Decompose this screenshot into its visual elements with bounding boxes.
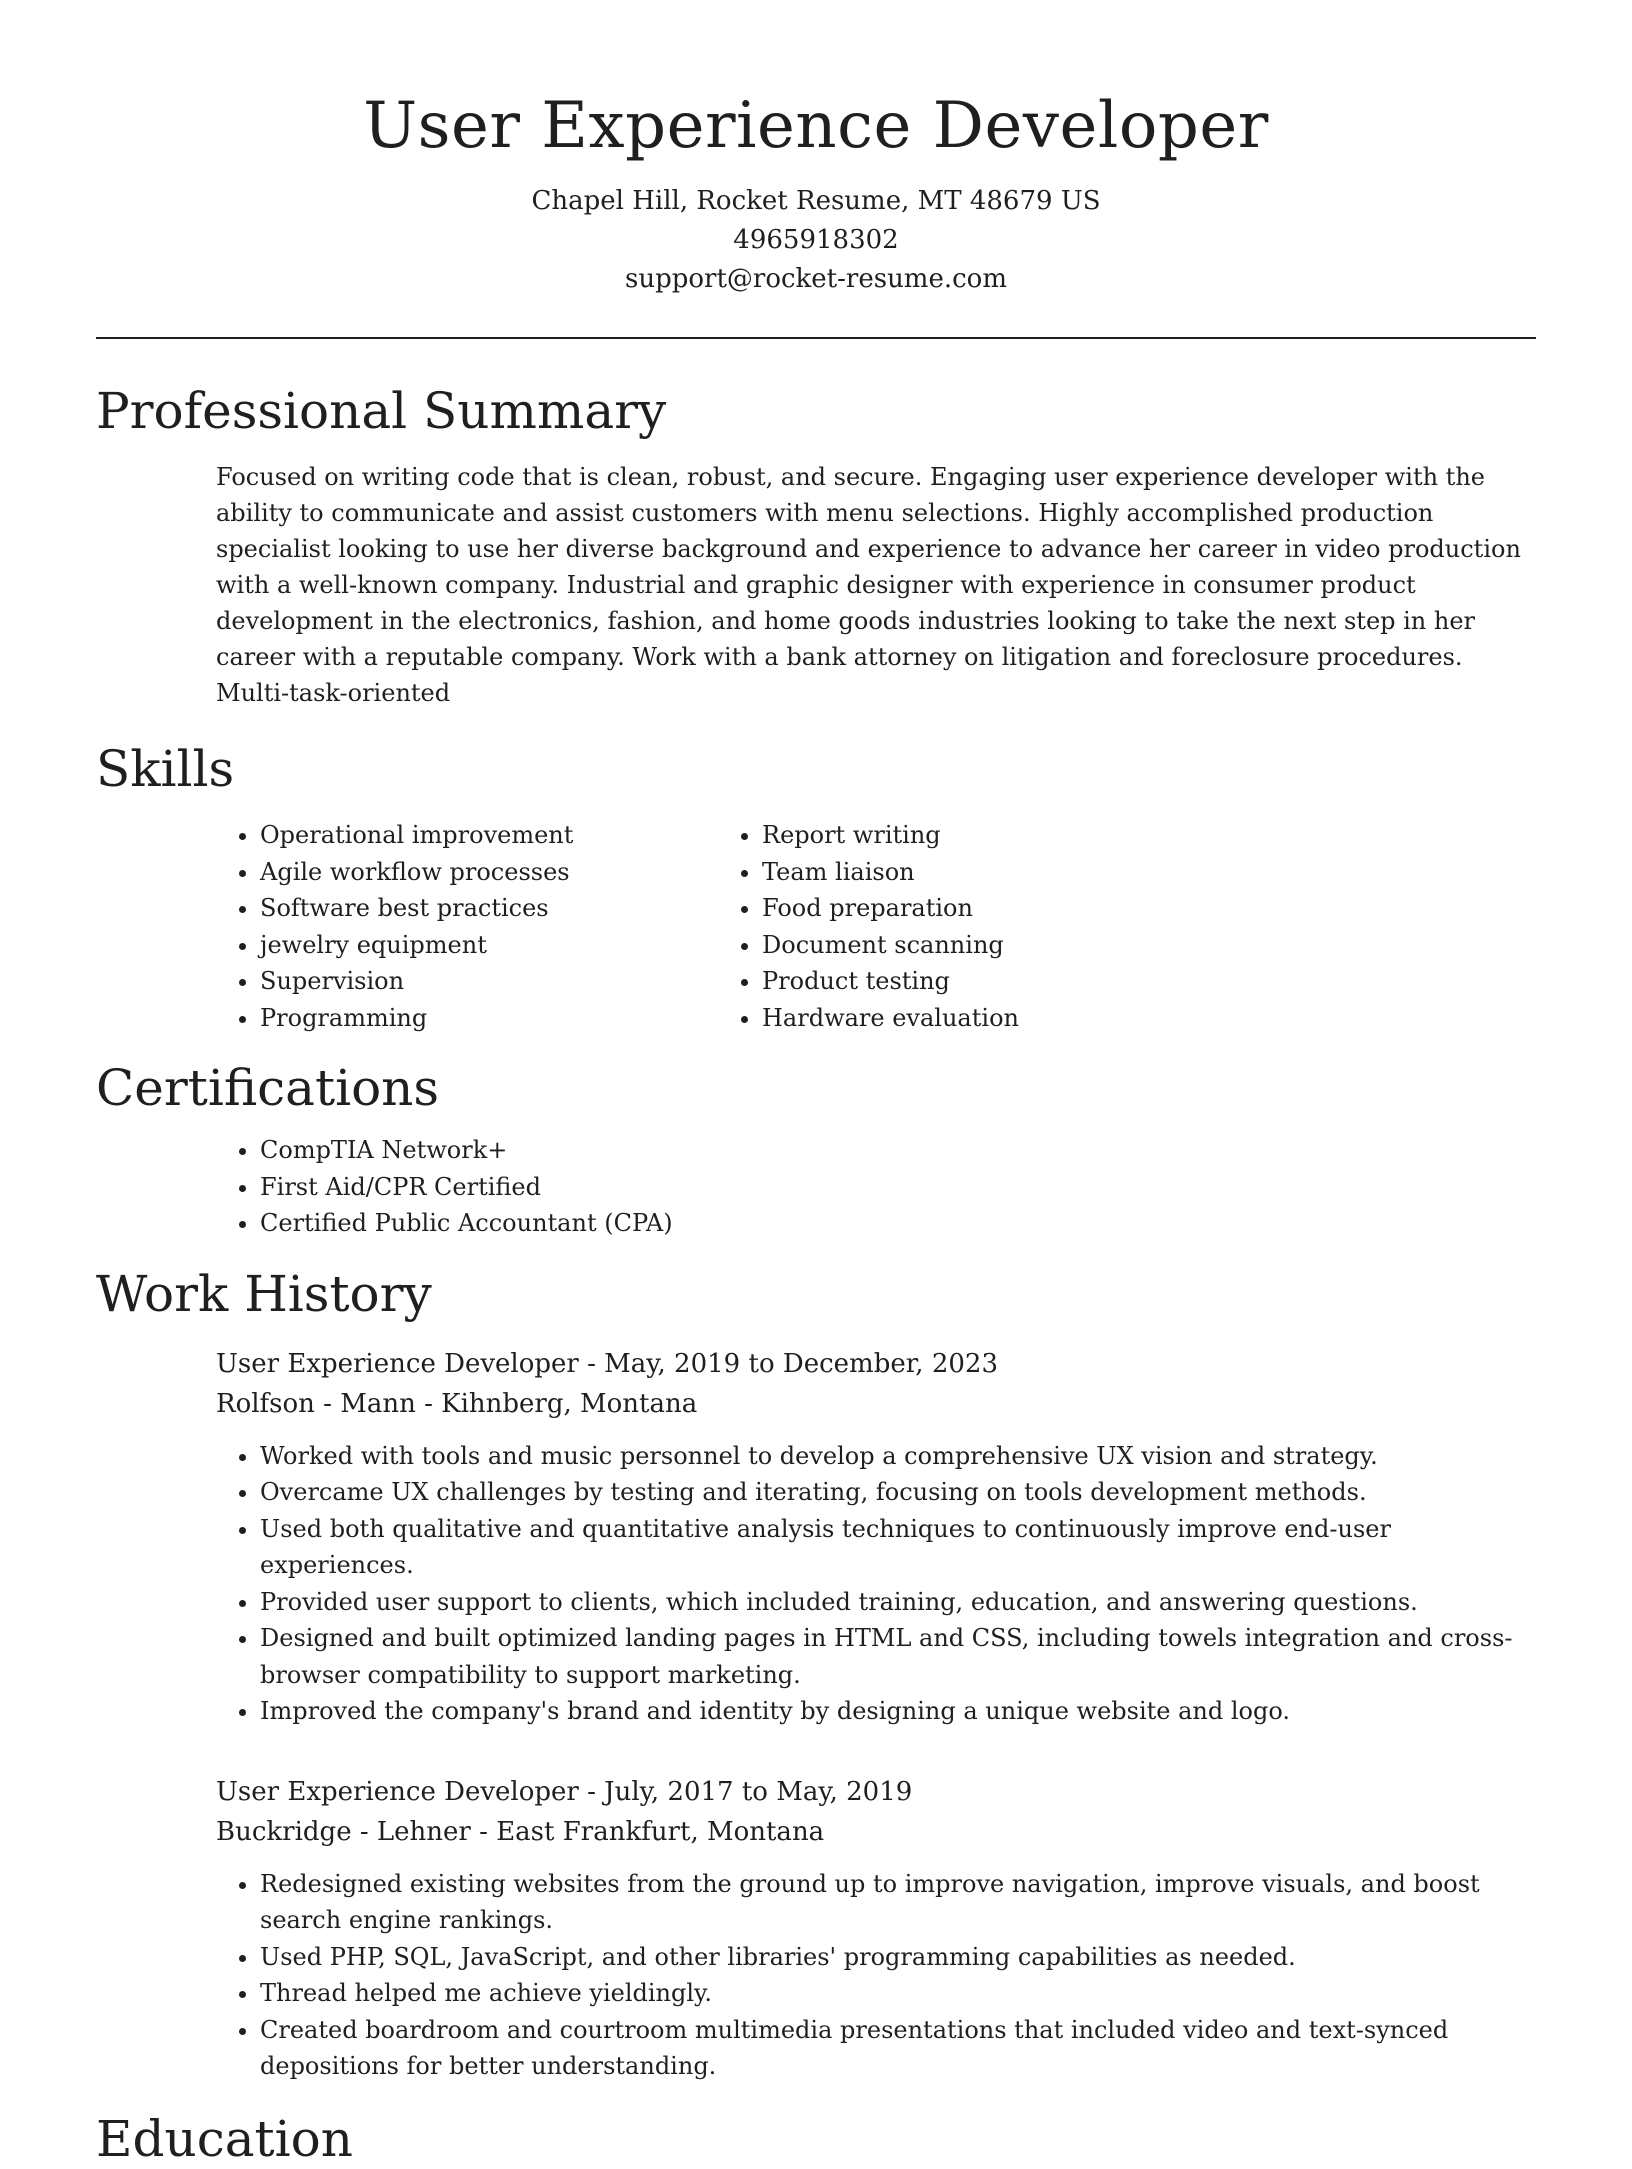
job-bullet: • Worked with tools and music personnel to develop a comprehensive UX vision and strategy. bbox=[260, 1438, 1536, 1475]
skill-item: • jewelry equipment bbox=[260, 927, 742, 964]
job-role: User Experience Developer bbox=[216, 1776, 579, 1807]
certification-item: • CompTIA Network+ bbox=[260, 1132, 1536, 1169]
job-bullets bbox=[216, 1866, 1536, 2085]
job-entry bbox=[216, 1344, 1536, 1730]
job-role: User Experience Developer bbox=[216, 1348, 579, 1379]
skill-item: • Food preparation bbox=[762, 890, 1019, 927]
contact-address: Chapel Hill, Rocket Resume, MT 48679 US bbox=[531, 186, 1101, 216]
contact-email: support@rocket-resume.com bbox=[624, 264, 1007, 294]
job-company: Rolfson - Mann bbox=[216, 1388, 416, 1419]
resume-header bbox=[96, 0, 1536, 299]
skill-item: • Report writing bbox=[762, 817, 1019, 854]
job-location: Kihnberg, Montana bbox=[441, 1388, 698, 1419]
job-entry bbox=[216, 1772, 1536, 2085]
job-bullet: • Used PHP, SQL, JavaScript, and other libraries' programming capabilities as needed. bbox=[260, 1939, 1536, 1976]
job-bullets bbox=[216, 1438, 1536, 1730]
skill-item: • Document scanning bbox=[762, 927, 1019, 964]
job-bullet: • Designed and built optimized landing pages in HTML and CSS, including towels integration and cross-browser compatibility to support marketing. bbox=[260, 1620, 1536, 1693]
job-company: Buckridge - Lehner bbox=[216, 1816, 471, 1847]
summary-heading: Professional Summary bbox=[96, 382, 667, 440]
summary-text: Focused on writing code that is clean, robust, and secure. Engaging user experience developer with the ability to communicate and assist customers with menu selections. Highly accomplished production specialist looking to use her diverse background and experience to advance her career in video production with a well-known company. Industrial and graphic designer with experience in consumer product development in the electronics, fashion, and home goods industries looking to take the next step in her career with a reputable company. Work with a bank attorney on litigation and foreclosure procedures. Multi-task-oriented bbox=[216, 463, 1521, 707]
skills-grid bbox=[96, 817, 1536, 1036]
skill-item: • Software best practices bbox=[260, 890, 742, 927]
contact-phone: 4965918302 bbox=[733, 225, 899, 255]
certification-item: • Certified Public Accountant (CPA) bbox=[260, 1205, 1536, 1242]
skill-item: • Operational improvement bbox=[260, 817, 742, 854]
skill-item: • Programming bbox=[260, 1000, 742, 1037]
skill-item: • Supervision bbox=[260, 963, 742, 1000]
certification-item: • First Aid/CPR Certified bbox=[260, 1169, 1536, 1206]
skills-list-left bbox=[96, 817, 742, 1036]
job-company-line: Buckridge - Lehner - East Frankfurt, Montana bbox=[216, 1816, 825, 1847]
job-bullet: • Redesigned existing websites from the ground up to improve navigation, improve visuals, and boost search engine rankings. bbox=[260, 1866, 1536, 1939]
job-bullet: • Used both qualitative and quantitative analysis techniques to continuously improve end-user experiences. bbox=[260, 1511, 1536, 1584]
skill-item: • Hardware evaluation bbox=[762, 1000, 1019, 1037]
certifications-heading: Certifications bbox=[96, 1059, 440, 1117]
education-heading: Education bbox=[96, 2109, 353, 2168]
job-company-line: Rolfson - Mann - Kihnberg, Montana bbox=[216, 1388, 698, 1419]
job-dates: May, 2019 to December, 2023 bbox=[604, 1348, 998, 1379]
job-bullet: • Overcame UX challenges by testing and iterating, focusing on tools development methods. bbox=[260, 1474, 1536, 1511]
skill-item: • Product testing bbox=[762, 963, 1019, 1000]
job-location: East Frankfurt, Montana bbox=[496, 1816, 825, 1847]
work-history-heading: Work History bbox=[96, 1264, 432, 1323]
job-bullet: • Thread helped me achieve yieldingly. bbox=[260, 1975, 1536, 2012]
certifications-list bbox=[96, 1132, 1536, 1242]
job-bullet: • Created boardroom and courtroom multimedia presentations that included video and text-synced depositions for better understanding. bbox=[260, 2012, 1536, 2085]
skills-list-right bbox=[742, 817, 1019, 1036]
job-dates: July, 2017 to May, 2019 bbox=[604, 1776, 913, 1807]
job-role-line: User Experience Developer - May, 2019 to December, 2023 bbox=[216, 1348, 998, 1379]
resume-page bbox=[96, 0, 1536, 2169]
contact-block bbox=[96, 182, 1536, 299]
job-role-line: User Experience Developer - July, 2017 to May, 2019 bbox=[216, 1776, 913, 1807]
skills-heading: Skills bbox=[96, 740, 235, 798]
header-divider bbox=[96, 337, 1536, 339]
job-bullet: • Improved the company's brand and identity by designing a unique website and logo. bbox=[260, 1693, 1536, 1730]
skill-item: • Agile workflow processes bbox=[260, 854, 742, 891]
skill-item: • Team liaison bbox=[762, 854, 1019, 891]
job-bullet: • Provided user support to clients, which included training, education, and answering questions. bbox=[260, 1584, 1536, 1621]
candidate-title: User Experience Developer bbox=[363, 89, 1269, 163]
